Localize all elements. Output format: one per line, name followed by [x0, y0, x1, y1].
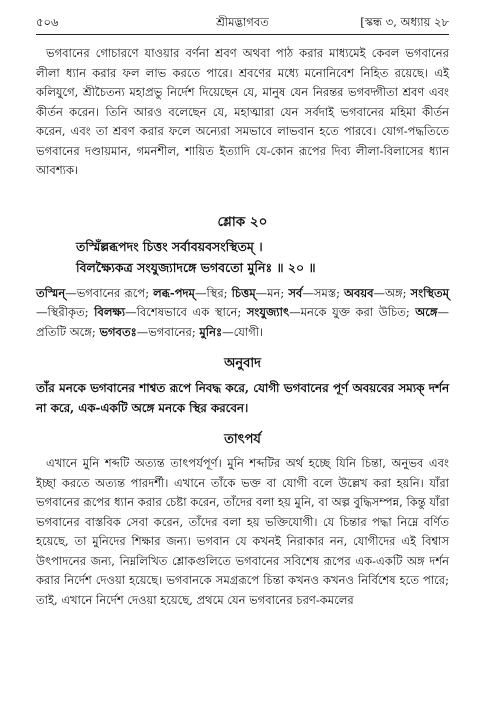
synonym-meaning: —অঙ্গ; — [373, 285, 411, 300]
intro-paragraph: ভগবানের গোচারণে যাওয়ার বর্ণনা শ্রবণ অথবা পাঠ করার মাধ্যমেই কেবল ভগবানের লীলা ধ্যান করার ফল লাভ করতে পারে। শ্রবণের মধ্যে মনোনিবেশ নিহিত রয়েছে। এই কলিযুগে, শ্রীচৈতন্য মহাপ্রভু নির্দেশ দিয়েছেন যে, মানুষ যেন নিরন্তর ভগবদ্গীতা শ্রবণ এবং কীর্তন করেন। তিনি আরও বলেছেন যে, মহাত্মারা যেন সর্বদাই ভগবানের মহিমা কীর্তন করেন, এবং তা শ্রবণ করার ফলে অন্যেরা সমভাবে লাভবান হতে পারবে। যোগ-পদ্ধতিতে ভগবানের দণ্ডায়মান, গমনশীল, শায়িত ইত্যাদি যে-কোন রূপের দিব্য লীলা-বিলাসের ধ্যান আবশ্যক। — [36, 46, 449, 177]
purport-text: এখানে মুনি শব্দটি অত্যন্ত তাৎপর্যপূর্ণ। মুনি শব্দটির অর্থ হচ্ছে যিনি চিন্তা, অনুভব এবং ইচ্ছা করতে অত্যন্ত পারদর্শী। এখানে তাঁকে ভক্ত বা যোগী বলে উল্লেখ করা হয়নি। যাঁরা ভগবানের রূপের ধ্যান করার চেষ্টা করেন, তাঁদের বলা হয় মুনি, বা অল্প বুদ্ধিসম্পন্ন, কিন্তু যাঁরা ভগবানের বাস্তবিক সেবা করেন, তাঁদের বলা হয় ভক্তিযোগী। যে চিন্তার পদ্ধা নিম্নে বর্ণিত হয়েছে, তা মুনিদের শিক্ষার জন্য। ভগবান যে কখনই নিরাকার নন, যোগীদের এই বিশ্বাস উৎপাদনের জন্য, নিম্নলিখিত শ্লোকগুলিতে ভগবানের সবিশেষ রূপের এক-একটি অঙ্গ দর্শন করার নির্দেশ দেওয়া হয়েছে। ভগবানকে সমগ্ররূপে চিন্তা কখনও কখনও নির্বিশেষ হতে পারে; তাই, এখানে নির্দেশ দেওয়া হয়েছে, প্রথমে যেন ভগবানের চরণ-কমলের — [36, 456, 449, 607]
synonym-meaning: —যোগী। — [222, 324, 264, 339]
purport-heading: তাৎপর্য — [224, 432, 261, 447]
synonym-meaning: —মনকে যুক্ত করা উচিত; — [289, 305, 416, 319]
synonym-term: তস্মিন্ — [36, 285, 66, 300]
page-number: ৫০৬ — [36, 15, 59, 29]
synonym-term: সংস্থিতম্ — [410, 285, 449, 300]
synonym-meaning: —বিশেষভাবে এক স্থানে; — [125, 305, 247, 319]
sloka-heading: শ্লোক ২০ — [217, 213, 268, 230]
book-title: শ্রীমদ্ভাগবত — [216, 15, 269, 29]
translation-text: তাঁর মনকে ভগবানের শাশ্বত রূপে নিবদ্ধ করে, যোগী ভগবানের পূর্ণ অবয়বের সম্যক্ দর্শন না করে, এক-একটি অঙ্গে মনকে স্থির করবেন। — [36, 381, 449, 415]
synonym-meaning: —স্থিরীকৃত; — [36, 305, 95, 319]
synonym-meaning: —ভগবানের রূপে; — [65, 285, 154, 300]
sloka-verse — [36, 236, 449, 278]
synonyms — [36, 284, 449, 343]
synonym-meaning: —প্রতিটি অঙ্গে; — [36, 305, 450, 339]
synonym-meaning: —সমস্ত; — [302, 285, 344, 300]
synonym-term: সর্ব — [288, 285, 303, 300]
synonym-term: বিলক্ষ্য — [94, 305, 126, 319]
header-rule — [36, 34, 449, 35]
section-reference: [স্কন্ধ ৩, অধ্যায় ২৮ — [360, 15, 449, 29]
synonym-meaning: —ভগবানের; — [136, 324, 200, 339]
synonym-meaning: —স্থির; — [194, 285, 232, 300]
synonym-term: সংযুজ্যাৎ — [246, 305, 290, 319]
synonym-term: ভগবতঃ — [99, 324, 137, 339]
synonym-meaning: —মন; — [255, 285, 289, 300]
page-content — [36, 44, 449, 610]
synonym-term: লব্ধ-পদম্ — [153, 285, 195, 300]
synonym-term: মুনিঃ — [199, 324, 223, 339]
translation-heading: অনুবাদ — [224, 356, 261, 371]
synonym-term: অঙ্গে — [415, 305, 438, 319]
synonym-term: অবয়ব — [343, 285, 374, 300]
verse-line-2: বিলক্ষ্যৈকত্র সংযুজ্যাদঙ্গে ভগবতো মুনিঃ ॥ ২০ ॥ — [76, 259, 316, 275]
page-header — [36, 14, 449, 30]
synonym-term: চিত্তম্ — [231, 285, 256, 300]
verse-line-1: তস্মিঁল্লব্ধপদং চিত্তং সর্বাবয়বসংস্থিতম্ । — [76, 238, 263, 254]
